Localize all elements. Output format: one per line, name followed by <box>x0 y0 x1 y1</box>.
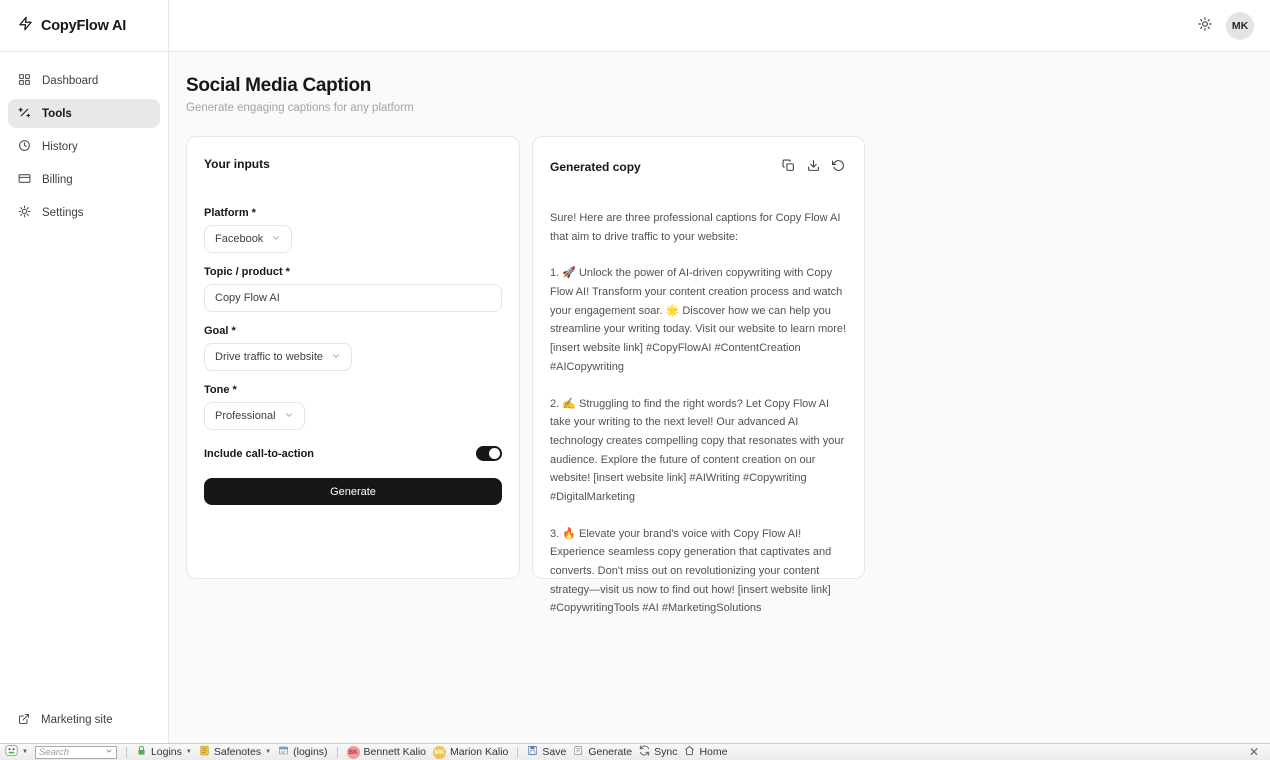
history-clock-icon <box>18 139 31 155</box>
save-disk-icon <box>527 745 538 759</box>
chevron-down-icon <box>284 410 294 423</box>
sidebar-item-label: Settings <box>42 206 84 219</box>
lightning-bolt-icon <box>18 16 33 35</box>
sidebar-nav <box>0 52 168 700</box>
app-name: CopyFlow AI <box>41 17 127 34</box>
toolbar-home-label: Home <box>699 746 728 758</box>
sidebar-item-dashboard[interactable] <box>8 66 160 95</box>
toolbar-separator <box>126 747 127 758</box>
dropdown-arrow-icon: ▼ <box>265 749 272 755</box>
sidebar <box>0 0 169 744</box>
tone-label: Tone * <box>204 384 237 396</box>
toolbar-search-input[interactable] <box>39 747 105 758</box>
gear-icon <box>18 205 31 221</box>
toolbar-generate-button[interactable] <box>573 745 632 759</box>
roboform-icon <box>5 744 18 760</box>
sidebar-item-marketing-site[interactable] <box>8 708 160 732</box>
goal-label: Goal * <box>204 325 236 337</box>
toolbar-generate-label: Generate <box>588 746 633 758</box>
copy-icon <box>782 159 795 175</box>
cta-toggle[interactable] <box>476 446 502 461</box>
toolbar-safenotes-label: Safenotes <box>213 746 262 758</box>
page-subtitle: Generate engaging captions for any platform <box>186 102 414 114</box>
toolbar-search[interactable] <box>35 746 117 759</box>
regenerate-button[interactable] <box>830 157 847 177</box>
copy-button[interactable] <box>780 157 797 177</box>
inputs-card <box>186 136 520 579</box>
inputs-card-title: Your inputs <box>204 157 270 171</box>
padlock-icon <box>136 745 147 759</box>
sidebar-item-label: Billing <box>42 173 73 186</box>
platform-select[interactable] <box>204 225 292 253</box>
sidebar-item-billing[interactable] <box>8 165 160 194</box>
toolbar-identity-marion[interactable] <box>433 746 508 759</box>
toolbar-separator <box>337 747 338 758</box>
sidebar-item-label: Tools <box>42 107 72 120</box>
identity-avatar-bk: BK <box>347 746 360 759</box>
sidebar-item-label: History <box>42 140 78 153</box>
credit-card-icon <box>18 172 31 188</box>
goal-select[interactable] <box>204 343 352 371</box>
toolbar-close-button[interactable]: ✕ <box>1243 745 1265 759</box>
download-icon <box>807 159 820 175</box>
toolbar-logins-paren[interactable] <box>278 745 327 759</box>
toolbar-safenotes-menu[interactable] <box>199 745 271 759</box>
generated-copy-text <box>550 209 847 618</box>
topic-label: Topic / product * <box>204 266 290 278</box>
toolbar-sync-label: Sync <box>654 746 678 758</box>
output-card-title: Generated copy <box>550 160 641 174</box>
download-button[interactable] <box>805 157 822 177</box>
topbar <box>169 0 1270 52</box>
toolbar-sync-button[interactable] <box>639 745 677 759</box>
page-title: Social Media Caption <box>186 75 372 96</box>
output-card <box>532 136 865 615</box>
toolbar-logins-menu[interactable] <box>136 745 192 759</box>
sidebar-item-label: Marketing site <box>41 714 113 726</box>
generated-paragraph: 3. 🔥 Elevate your brand's voice with Copy Flow AI! Experience seamless copy generation that captivates and converts. Don't miss out on revolutionizing your content strategy—visit us now to find out how! [insert website link] #CopywritingTools #AI #MarketingSolutions <box>550 527 832 615</box>
toolbar-identity-bennett[interactable] <box>347 746 426 759</box>
dropdown-arrow-icon: ▼ <box>185 749 192 755</box>
platform-label: Platform * <box>204 207 256 219</box>
sun-icon <box>1198 17 1212 34</box>
toolbar-identity-label: Bennett Kalio <box>363 746 427 758</box>
toolbar-separator <box>517 747 518 758</box>
toggle-knob <box>489 448 500 459</box>
user-avatar[interactable]: MK <box>1226 12 1254 40</box>
external-link-icon <box>18 713 30 728</box>
goal-select-value: Drive traffic to website <box>215 351 324 363</box>
toolbar-menu-button[interactable] <box>5 744 28 760</box>
tone-select[interactable] <box>204 402 305 430</box>
chevron-down-icon <box>105 746 113 758</box>
dropdown-arrow-icon: ▼ <box>22 749 28 755</box>
chevron-down-icon <box>271 233 281 246</box>
toolbar-logins-paren-label: (logins) <box>293 746 328 758</box>
generate-form-icon <box>573 745 584 759</box>
platform-select-value: Facebook <box>215 233 264 245</box>
dashboard-icon <box>18 73 31 89</box>
app-logo <box>0 0 168 52</box>
sidebar-item-label: Dashboard <box>42 74 99 87</box>
password-manager-toolbar <box>0 743 1270 760</box>
sidebar-item-settings[interactable] <box>8 198 160 227</box>
wand-icon <box>18 106 31 122</box>
toolbar-identity-label: Marion Kalio <box>450 746 509 758</box>
sidebar-item-history[interactable] <box>8 132 160 161</box>
theme-toggle-button[interactable] <box>1196 15 1214 36</box>
toolbar-save-button[interactable] <box>527 745 566 759</box>
cta-toggle-label: Include call-to-action <box>204 447 315 460</box>
generated-paragraph: 2. ✍️ Struggling to find the right words? Let Copy Flow AI take your writing to the next level! Our advanced AI technology creates compelling copy that resonates with your audience. Explore the future of content creation on our website! [insert website link] #AIWriting #Copywriting #DigitalMarketing <box>550 397 845 503</box>
home-icon <box>684 745 695 759</box>
toolbar-logins-label: Logins <box>150 746 182 758</box>
main-content <box>169 52 1270 615</box>
generated-paragraph: Sure! Here are three professional captions for Copy Flow AI that aim to drive traffic to your website: <box>550 212 841 243</box>
generated-paragraph: 1. 🚀 Unlock the power of AI-driven copywriting with Copy Flow AI! Transform your content creation process and watch your engagement soar. 🌟 Discover how we can help you streamline your writing today. Visit our website to learn more! [insert website link] #CopyFlowAI #ContentCreation #AICopywriting <box>550 267 847 373</box>
sidebar-item-tools[interactable] <box>8 99 160 128</box>
chevron-down-icon <box>331 351 341 364</box>
card-window-icon <box>278 745 289 759</box>
safenote-icon <box>199 745 210 759</box>
toolbar-home-button[interactable] <box>684 745 727 759</box>
tone-select-value: Professional <box>215 410 276 422</box>
generate-button[interactable]: Generate <box>204 478 502 505</box>
rotate-ccw-icon <box>832 159 845 175</box>
toolbar-save-label: Save <box>542 746 567 758</box>
topic-input[interactable] <box>204 284 502 312</box>
identity-avatar-mk: MK <box>433 746 446 759</box>
sync-arrows-icon <box>639 745 650 759</box>
